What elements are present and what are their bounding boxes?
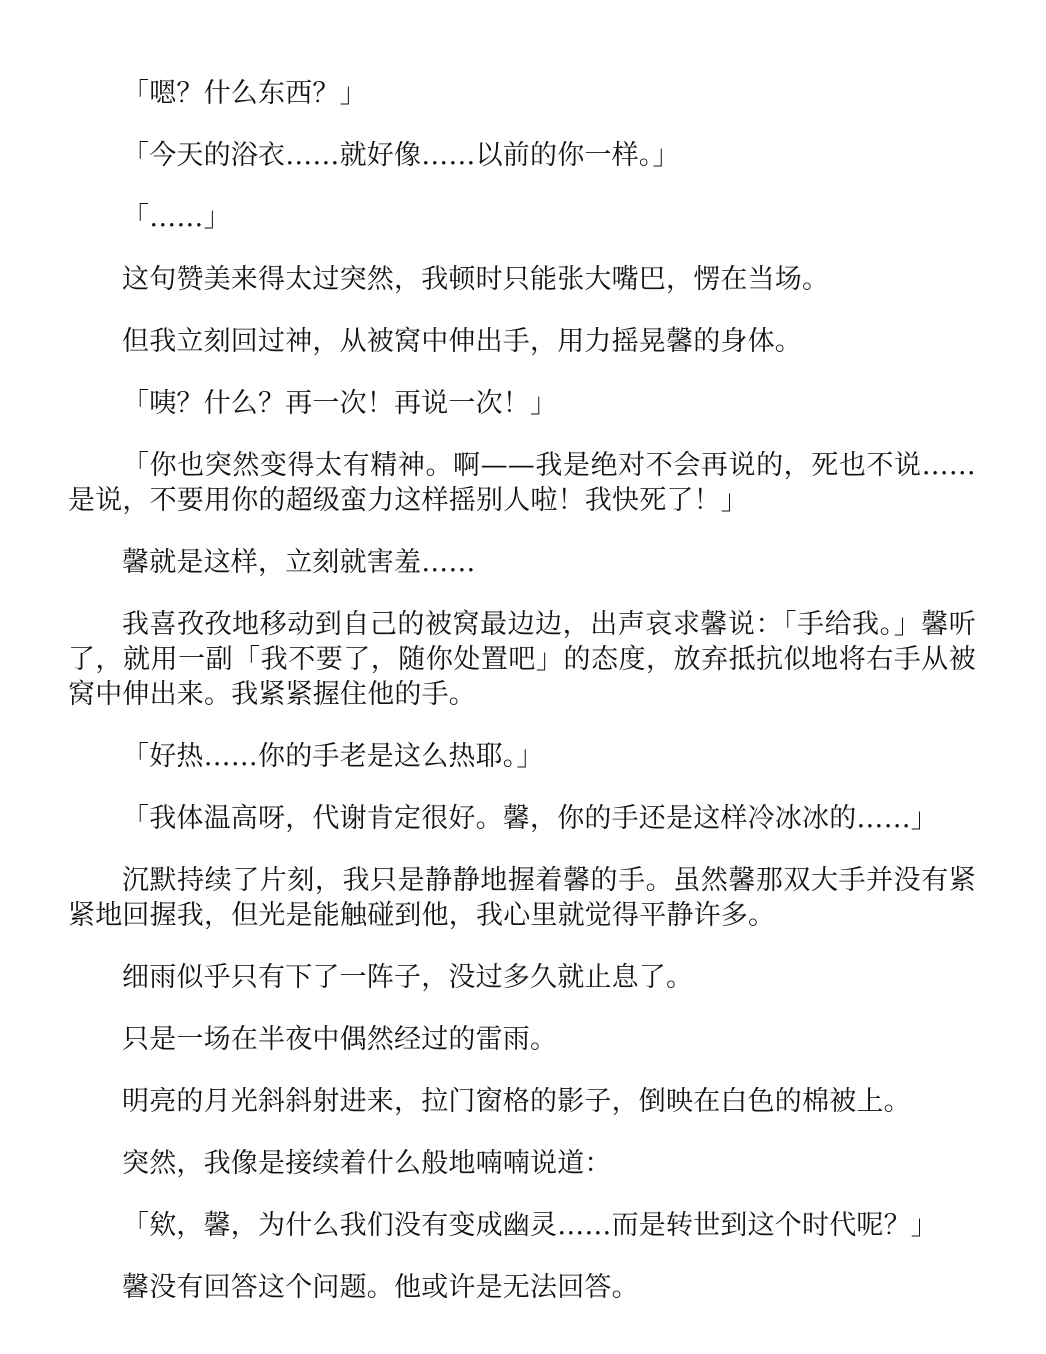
paragraph: 「我体温高呀，代谢肯定很好。馨，你的手还是这样冷冰冰的……」 [122, 803, 938, 834]
paragraph: 我喜孜孜地移动到自己的被窝最边边，出声哀求馨说：「手给我。」馨听了，就用一副「我不要了，随你处置吧」的态度，放弃抵抗似地将右手从被窝中伸出来。我紧紧握住他的手。 [68, 609, 976, 710]
paragraph: 但我立刻回过神，从被窝中伸出手，用力摇晃馨的身体。 [122, 326, 802, 357]
paragraph: 细雨似乎只有下了一阵子，没过多久就止息了。 [122, 962, 694, 993]
paragraph: 明亮的月光斜斜射进来，拉门窗格的影子，倒映在白色的棉被上。 [122, 1086, 911, 1117]
paragraph: 沉默持续了片刻，我只是静静地握着馨的手。虽然馨那双大手并没有紧紧地回握我，但光是能触碰到他，我心里就觉得平静许多。 [68, 865, 976, 931]
paragraph: 馨没有回答这个问题。他或许是无法回答。 [122, 1272, 639, 1303]
text-body [68, 76, 976, 1332]
paragraph: 馨就是这样，立刻就害羞…… [122, 547, 476, 578]
paragraph: 「咦？什么？再一次！再说一次！」 [122, 388, 558, 419]
paragraph: 「你也突然变得太有精神。啊——我是绝对不会再说的，死也不说……是说，不要用你的超级蛮力这样摇别人啦！我快死了！」 [68, 450, 976, 516]
paragraph: 「……」 [122, 202, 231, 233]
paragraph: 这句赞美来得太过突然，我顿时只能张大嘴巴，愣在当场。 [122, 264, 830, 295]
paragraph: 只是一场在半夜中偶然经过的雷雨。 [122, 1024, 558, 1055]
paragraph: 「嗯？什么东西？」 [122, 78, 367, 109]
paragraph: 「欸，馨，为什么我们没有变成幽灵……而是转世到这个时代呢？」 [122, 1210, 938, 1241]
paragraph: 突然，我像是接续着什么般地喃喃说道： [122, 1148, 612, 1179]
paragraph: 「好热……你的手老是这么热耶。」 [122, 741, 544, 772]
paragraph: 「今天的浴衣……就好像……以前的你一样。」 [122, 140, 680, 171]
